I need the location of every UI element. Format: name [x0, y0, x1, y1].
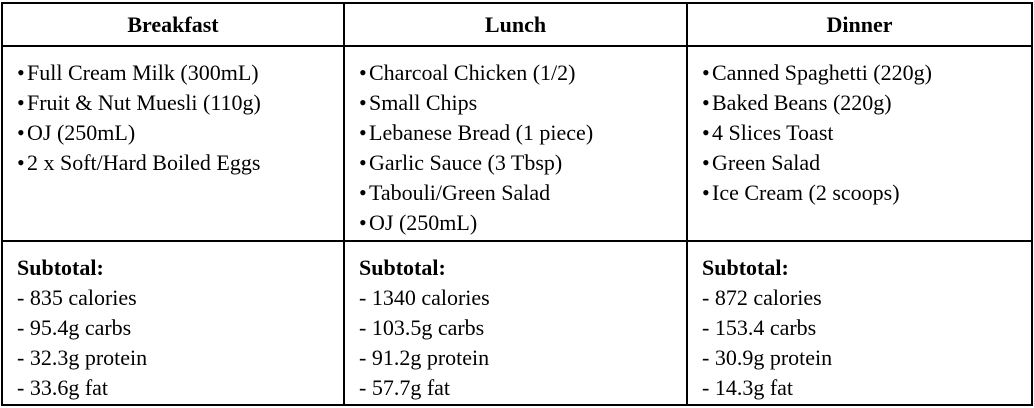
food-item: • Garlic Sauce (3 Tbsp) [359, 148, 686, 178]
dinner-subtotal-cell [687, 241, 1032, 405]
food-item: • OJ (250mL) [359, 208, 686, 238]
food-item: • Green Salad [702, 148, 1031, 178]
calories-value: - 1340 calories [359, 285, 490, 310]
breakfast-items-cell [2, 46, 344, 241]
food-item: • Fruit & Nut Muesli (110g) [17, 88, 343, 118]
protein-value: - 30.9g protein [702, 345, 833, 370]
fat-value: - 14.3g fat [702, 375, 794, 400]
fat-value: - 57.7g fat [359, 375, 451, 400]
carbs-value: - 95.4g carbs [17, 315, 132, 340]
food-item: • Charcoal Chicken (1/2) [359, 58, 686, 88]
lunch-subtotal-cell [344, 241, 687, 405]
bullet-icon: • [702, 60, 710, 85]
header-row [2, 3, 1032, 46]
dinner-items-cell [687, 46, 1032, 241]
food-items-row [2, 46, 1032, 241]
bullet-icon: • [359, 210, 367, 235]
food-item: • Tabouli/Green Salad [359, 178, 686, 208]
food-item: • 4 Slices Toast [702, 118, 1031, 148]
meal-plan-table [1, 2, 1033, 406]
bullet-icon: • [359, 60, 367, 85]
food-item: • Canned Spaghetti (220g) [702, 58, 1031, 88]
calories-value: - 872 calories [702, 285, 822, 310]
breakfast-subtotal-cell [2, 241, 344, 405]
fat-value: - 33.6g fat [17, 375, 109, 400]
bullet-icon: • [359, 120, 367, 145]
bullet-icon: • [17, 60, 25, 85]
food-item: • Ice Cream (2 scoops) [702, 178, 1031, 208]
subtotal-label: Subtotal: [702, 255, 789, 280]
protein-value: - 91.2g protein [359, 345, 490, 370]
bullet-icon: • [702, 120, 710, 145]
protein-value: - 32.3g protein [17, 345, 148, 370]
bullet-icon: • [702, 150, 710, 175]
food-item: • Baked Beans (220g) [702, 88, 1031, 118]
header-lunch: Lunch [344, 3, 687, 46]
subtotal-row [2, 241, 1032, 405]
bullet-icon: • [359, 90, 367, 115]
carbs-value: - 153.4 carbs [702, 315, 817, 340]
calories-value: - 835 calories [17, 285, 137, 310]
carbs-value: - 103.5g carbs [359, 315, 485, 340]
bullet-icon: • [17, 120, 25, 145]
bullet-icon: • [17, 150, 25, 175]
bullet-icon: • [702, 180, 710, 205]
bullet-icon: • [359, 180, 367, 205]
header-breakfast: Breakfast [2, 3, 344, 46]
food-item: • Small Chips [359, 88, 686, 118]
lunch-items-cell [344, 46, 687, 241]
bullet-icon: • [702, 90, 710, 115]
subtotal-label: Subtotal: [17, 255, 104, 280]
food-item: • Full Cream Milk (300mL) [17, 58, 343, 88]
food-item: • OJ (250mL) [17, 118, 343, 148]
bullet-icon: • [359, 150, 367, 175]
subtotal-label: Subtotal: [359, 255, 446, 280]
food-item: • 2 x Soft/Hard Boiled Eggs [17, 148, 343, 178]
food-item: • Lebanese Bread (1 piece) [359, 118, 686, 148]
bullet-icon: • [17, 90, 25, 115]
header-dinner: Dinner [687, 3, 1032, 46]
